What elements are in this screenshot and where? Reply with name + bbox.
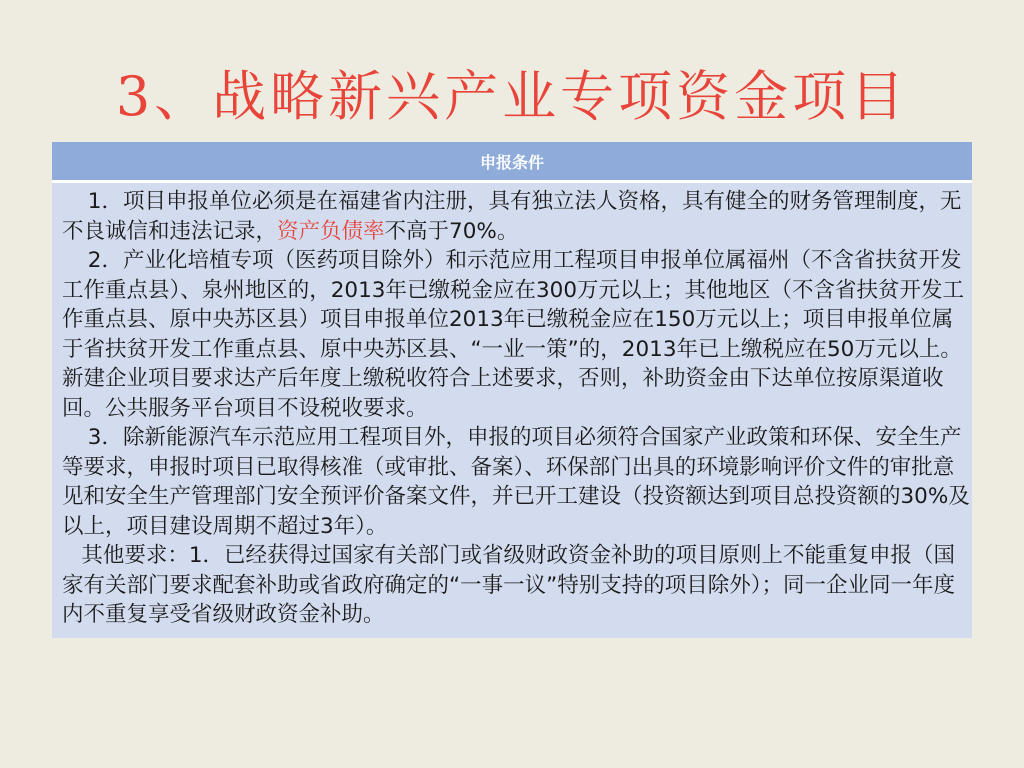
table-row <box>52 182 972 638</box>
table-header-cell: 申报条件 <box>52 142 972 182</box>
requirements-cell <box>52 182 972 638</box>
asset-liability-ratio-highlight: 资产负债率 <box>277 218 385 244</box>
slide-title: 3、战略新兴产业专项资金项目 <box>115 65 909 128</box>
requirement-1-text-b: 不高于70%。 <box>384 218 519 244</box>
requirement-1-text-a: 1．项目申报单位必须是在福建省内注册，具有独立法人资格，具有健全的财务管理制度，无不良诚信和违法记录， <box>62 189 962 244</box>
table-header-row <box>52 142 972 182</box>
requirement-item-1 <box>62 187 972 246</box>
other-requirements: 其他要求：1．已经获得过国家有关部门或省级财政资金补助的项目原则上不能重复申报（国家有关部门要求配套补助或省政府确定的“一事一议”特别支持的项目除外）；同一企业同一年度内不重复享受省级财政资金补助。 <box>62 543 956 627</box>
requirement-item-3: 3．除新能源汽车示范应用工程项目外，申报的项目必须符合国家产业政策和环保、安全生产等要求，申报时项目已取得核准（或审批、备案）、环保部门出具的环境影响评价文件的审批意见和安全生产管理部门安全预评价备案文件，并已开工建设（投资额达到项目总投资额的30%及以上，项目建设周期不超过3年）。 <box>62 425 970 539</box>
requirements-table <box>52 142 972 638</box>
requirement-item-2: 2．产业化培植专项（医药项目除外）和示范应用工程项目申报单位属福州（不含省扶贫开发工作重点县）、泉州地区的，2013年已缴税金应在300万元以上；其他地区（不含省扶贫开发工作重点县、原中央苏区县）项目申报单位2013年已缴税金应在150万元以上；项目申报单位属于省扶贫开发工作重点县、原中央苏区县、“一业一策”的，2013年已上缴税应在50万元以上。新建企业项目要求达产后年度上缴税收符合上述要求，否则，补助资金由下达单位按原渠道收回。公共服务平台项目不设税收要求。 <box>62 248 965 421</box>
